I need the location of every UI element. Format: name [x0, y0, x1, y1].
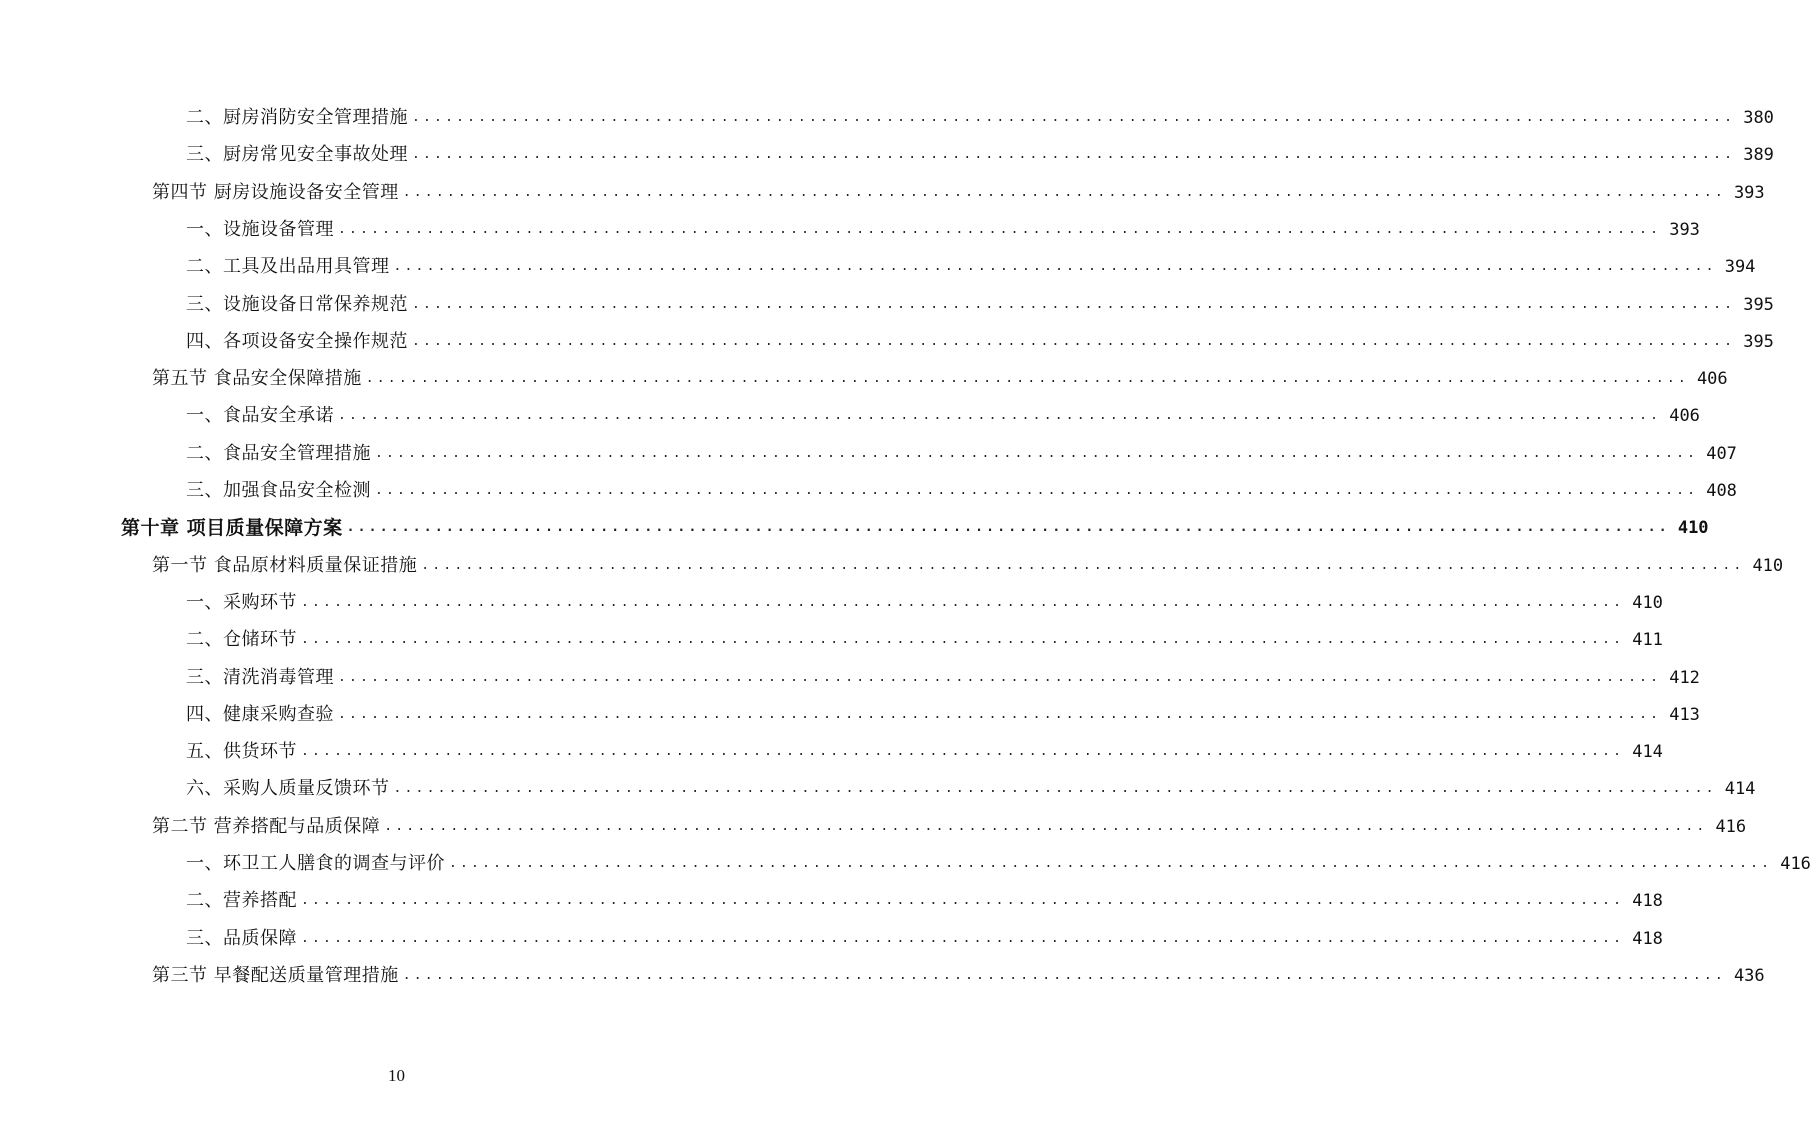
toc-entry[interactable]	[152, 361, 1728, 397]
dot-leader: ........................................................................................................................	[338, 408, 1662, 424]
toc-entry-page: 410	[1677, 518, 1709, 539]
toc-entry[interactable]	[186, 585, 1663, 621]
toc-entry[interactable]	[186, 137, 1774, 173]
toc-entry-page: 418	[1632, 928, 1663, 949]
toc-entry[interactable]	[186, 324, 1774, 360]
dot-leader: ........................................................................................................................	[384, 818, 1708, 834]
toc-entry[interactable]	[186, 921, 1663, 957]
dot-leader: ........................................................................................................................	[421, 557, 1745, 573]
toc-entry-page: 416	[1715, 816, 1747, 837]
toc-entry-page: 394	[1724, 257, 1756, 278]
toc-entry-page: 414	[1724, 779, 1756, 800]
toc-entry-page: 416	[1780, 854, 1811, 874]
toc-entry-page: 413	[1669, 704, 1700, 725]
toc-entry[interactable]	[186, 771, 1756, 807]
toc-entry-page: 407	[1706, 443, 1737, 464]
toc-entry[interactable]	[152, 175, 1765, 211]
toc-entry-page: 408	[1706, 481, 1737, 501]
dot-leader: ........................................................................................................................	[393, 781, 1717, 797]
toc-entry-title: 三、品质保障	[186, 927, 297, 949]
toc-entry[interactable]	[186, 883, 1663, 919]
toc-entry-page: 389	[1743, 145, 1774, 166]
toc-entry-page: 410	[1632, 592, 1663, 613]
toc-entry-title: 五、供货环节	[186, 741, 297, 763]
dot-leader: ........................................................................................................................	[375, 445, 1699, 461]
toc-entry-page: 406	[1696, 369, 1728, 390]
toc-entry-page: 393	[1733, 182, 1765, 203]
toc-entry-title: 三、加强食品安全检测	[186, 480, 371, 501]
toc-entry-page: 436	[1733, 965, 1765, 986]
toc-entry[interactable]	[186, 734, 1663, 770]
toc-entry-title: 二、食品安全管理措施	[186, 442, 371, 464]
dot-leader: ........................................................................................................................	[301, 744, 1625, 760]
dot-leader: ........................................................................................................................	[412, 147, 1736, 163]
toc-entry-title: 第三节 早餐配送质量管理措施	[152, 964, 399, 986]
dot-leader: ........................................................................................................................	[375, 483, 1699, 498]
toc-entry-title: 第四节 厨房设施设备安全管理	[152, 181, 399, 203]
toc-entry-title: 第一节 食品原材料质量保证措施	[152, 554, 418, 576]
toc-entry-title: 一、采购环节	[186, 591, 297, 613]
toc-entry[interactable]	[152, 958, 1765, 994]
toc-entry-page: 380	[1743, 108, 1774, 128]
toc-entry-page: 395	[1743, 294, 1774, 315]
toc-entry-page: 410	[1752, 555, 1784, 576]
toc-entry[interactable]	[186, 846, 1811, 882]
dot-leader: ........................................................................................................................	[338, 221, 1662, 237]
toc-entry-title: 第十章 项目质量保障方案	[121, 517, 343, 540]
dot-leader: ........................................................................................................................	[301, 930, 1625, 946]
dot-leader: ........................................................................................................................	[338, 706, 1662, 722]
toc-entry[interactable]	[186, 398, 1700, 434]
dot-leader: ........................................................................................................................	[365, 371, 1689, 387]
toc-entry[interactable]	[186, 249, 1756, 285]
toc-entry-title: 一、食品安全承诺	[186, 405, 334, 427]
toc-entry[interactable]	[186, 100, 1774, 136]
dot-leader: ........................................................................................................................	[412, 333, 1736, 349]
toc-entry[interactable]	[186, 660, 1700, 696]
dot-leader: ........................................................................................................................	[402, 184, 1726, 200]
page-number: 10	[388, 1066, 405, 1085]
toc-entry-page: 411	[1632, 630, 1663, 651]
toc-entry-title: 一、环卫工人膳食的调查与评价	[186, 853, 445, 874]
toc-entry-page: 414	[1632, 742, 1663, 763]
dot-leader: ........................................................................................................................	[402, 967, 1726, 983]
toc-entry[interactable]	[152, 548, 1784, 584]
toc-entry-title: 六、采购人质量反馈环节	[186, 778, 390, 800]
toc-entry[interactable]	[186, 287, 1774, 323]
toc-entry-page: 406	[1669, 406, 1700, 427]
dot-leader: ........................................................................................................................	[301, 893, 1625, 909]
toc-entry[interactable]	[186, 622, 1663, 658]
toc-entry-title: 三、厨房常见安全事故处理	[186, 144, 408, 166]
toc-entry-title: 二、厨房消防安全管理措施	[186, 107, 408, 128]
dot-leader: ........................................................................................................................	[346, 520, 1670, 536]
toc-entry-title: 一、设施设备管理	[186, 218, 334, 240]
toc-entry[interactable]	[186, 212, 1700, 248]
dot-leader: ........................................................................................................................	[338, 669, 1662, 685]
toc-entry[interactable]	[121, 510, 1709, 546]
toc-entry-page: 393	[1669, 219, 1700, 240]
toc-entry-page: 395	[1743, 331, 1774, 352]
toc-entry-title: 二、营养搭配	[186, 890, 297, 912]
toc-entry-page: 418	[1632, 891, 1663, 912]
toc-entry[interactable]	[186, 436, 1737, 472]
toc-entry-title: 三、设施设备日常保养规范	[186, 293, 408, 315]
toc-entry-title: 第二节 营养搭配与品质保障	[152, 815, 381, 837]
toc-entry-title: 三、清洗消毒管理	[186, 666, 334, 688]
dot-leader: ........................................................................................................................	[393, 259, 1717, 275]
toc-entry[interactable]	[152, 809, 1747, 845]
toc-entry[interactable]	[186, 473, 1737, 509]
dot-leader: ........................................................................................................................	[449, 856, 1773, 871]
dot-leader: ........................................................................................................................	[301, 632, 1625, 648]
dot-leader: ........................................................................................................................	[412, 110, 1736, 125]
toc-entry-title: 二、仓储环节	[186, 629, 297, 651]
dot-leader: ........................................................................................................................	[412, 296, 1736, 312]
toc-entry-title: 二、工具及出品用具管理	[186, 256, 390, 278]
toc-entry-title: 四、各项设备安全操作规范	[186, 330, 408, 352]
dot-leader: ........................................................................................................................	[301, 594, 1625, 610]
toc-entry-title: 四、健康采购查验	[186, 703, 334, 725]
toc-entry-page: 412	[1669, 667, 1700, 688]
toc-entry-title: 第五节 食品安全保障措施	[152, 368, 362, 390]
toc-entry[interactable]	[186, 697, 1700, 733]
